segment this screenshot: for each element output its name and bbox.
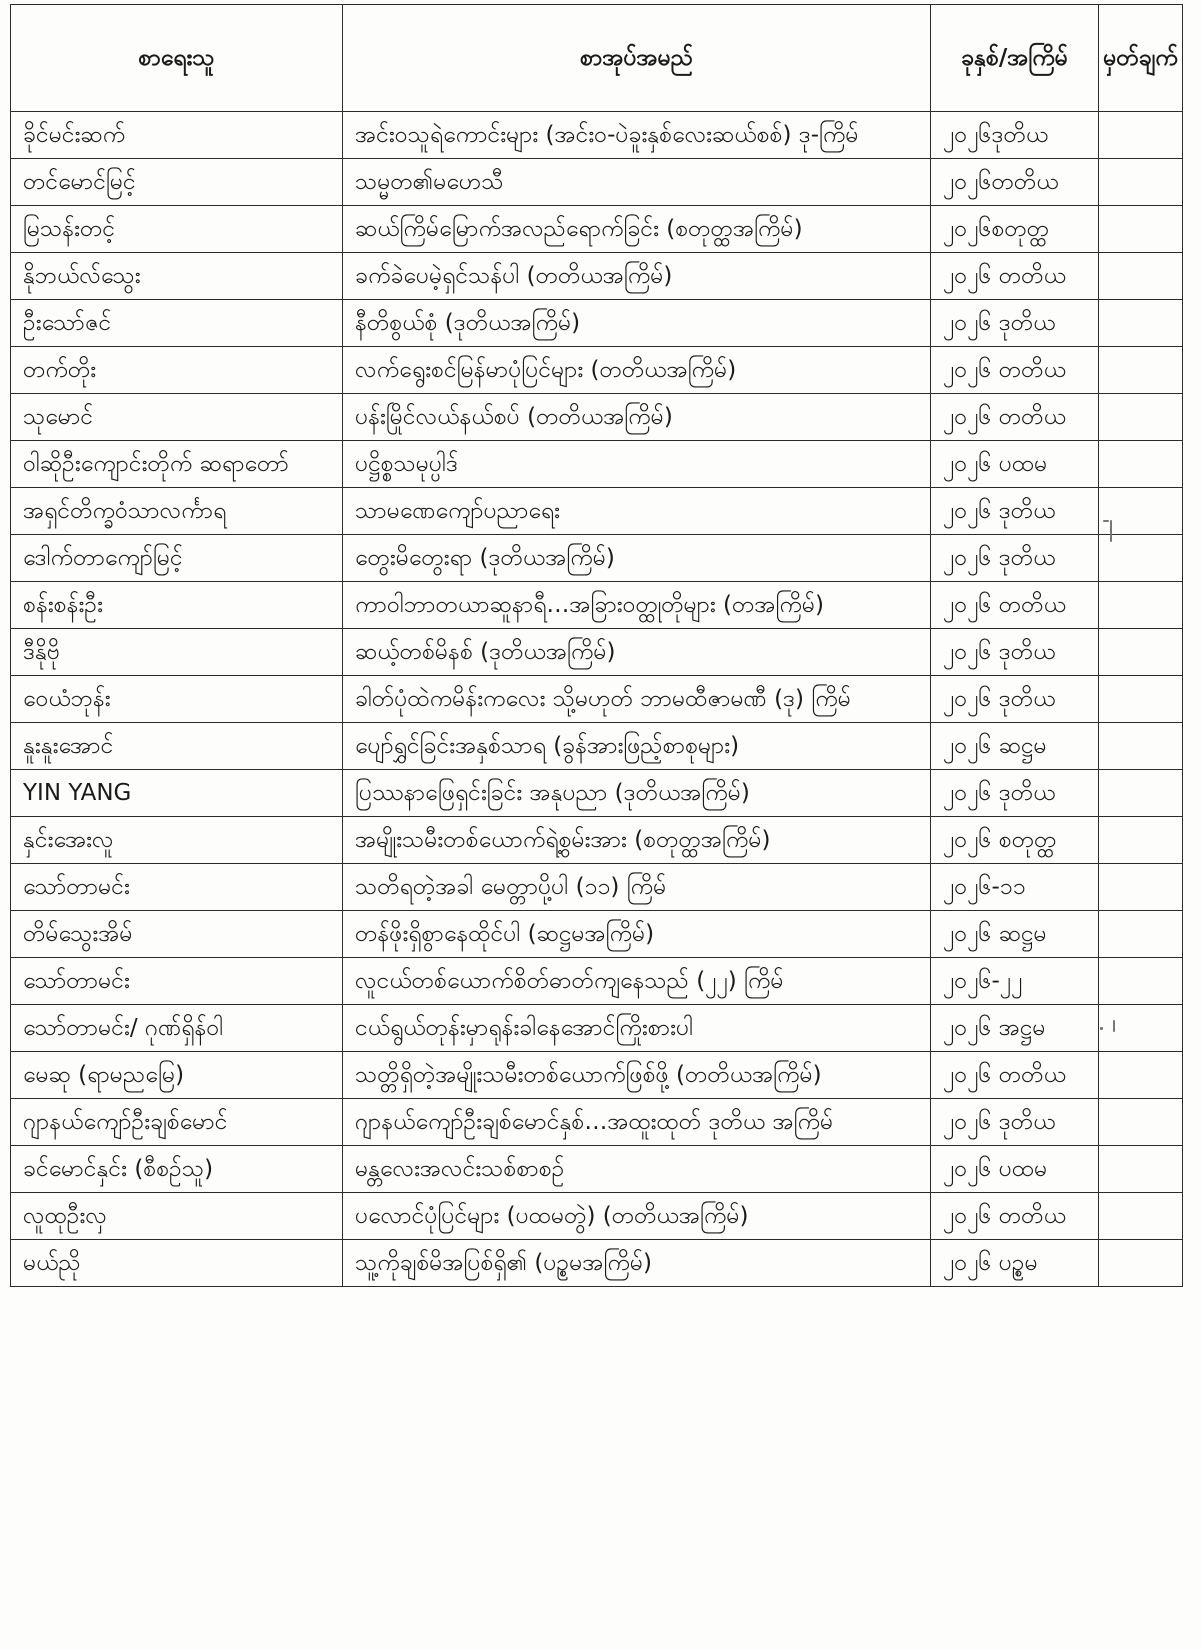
table-row xyxy=(11,629,1183,676)
table-row xyxy=(11,582,1183,629)
table-row xyxy=(11,911,1183,958)
table-row xyxy=(11,206,1183,253)
author-cell: နူးနူးအောင် xyxy=(11,723,343,770)
year-edition-cell: ၂၀၂၆ ဒုတိယ xyxy=(931,535,1099,582)
author-cell: သော်တာမင်း/ ဂုဏ်ရှိန်ဝါ xyxy=(11,1005,343,1052)
author-cell: နှင်းအေးလူ xyxy=(11,817,343,864)
remark-cell xyxy=(1099,770,1183,817)
title-cell: လူငယ်တစ်ယောက်စိတ်ဓာတ်ကျနေသည် (၂၂) ကြိမ် xyxy=(343,958,931,1005)
remark-cell xyxy=(1099,441,1183,488)
author-cell: နိုဘယ်လ်သွေး xyxy=(11,253,343,300)
year-edition-cell: ၂၀၂၆ ဒုတိယ xyxy=(931,629,1099,676)
remark-cell xyxy=(1099,723,1183,770)
table-row xyxy=(11,1052,1183,1099)
table-row xyxy=(11,535,1183,582)
year-edition-cell: ၂၀၂၆ ပထမ xyxy=(931,441,1099,488)
table-row xyxy=(11,347,1183,394)
remark-cell xyxy=(1099,864,1183,911)
remark-cell xyxy=(1099,159,1183,206)
author-cell: စန်းစန်းဦး xyxy=(11,582,343,629)
title-cell: တွေးမိတွေးရာ (ဒုတိယအကြိမ်) xyxy=(343,535,931,582)
author-cell: သော်တာမင်း xyxy=(11,958,343,1005)
title-cell: ပြဿနာဖြေရှင်းခြင်း အနုပညာ (ဒုတိယအကြိမ်) xyxy=(343,770,931,817)
author-cell: မယ်ညို xyxy=(11,1240,343,1287)
title-cell: ငယ်ရွယ်တုန်းမှာရုန်းခါနေအောင်ကြိုးစားပါ xyxy=(343,1005,931,1052)
scan-mark xyxy=(1110,520,1112,542)
header-title: စာအုပ်အမည် xyxy=(343,5,931,112)
table-row xyxy=(11,253,1183,300)
title-cell: မန္တလေးအလင်းသစ်စာစဉ် xyxy=(343,1146,931,1193)
table-row xyxy=(11,112,1183,159)
year-edition-cell: ၂၀၂၆ ဒုတိယ xyxy=(931,488,1099,535)
title-cell: အမျိုးသမီးတစ်ယောက်ရဲ့စွမ်းအား (စတုတ္ထအကြိမ်) xyxy=(343,817,931,864)
table-row xyxy=(11,817,1183,864)
title-cell: ဆယ့်တစ်မိနစ် (ဒုတိယအကြိမ်) xyxy=(343,629,931,676)
title-cell: ပန်းမြိုင်လယ်နယ်စပ် (တတိယအကြိမ်) xyxy=(343,394,931,441)
year-edition-cell: ၂၀၂၆ ဒုတိယ xyxy=(931,770,1099,817)
title-cell: တန်ဖိုးရှိစွာနေထိုင်ပါ (ဆဋ္ဌမအကြိမ်) xyxy=(343,911,931,958)
remark-cell xyxy=(1099,582,1183,629)
title-cell: ဂျာနယ်ကျော်ဦးချစ်မောင်နှစ်…အထူးထုတ် ဒုတိယ အကြိမ် xyxy=(343,1099,931,1146)
scan-mark xyxy=(1113,1020,1115,1032)
table-row xyxy=(11,300,1183,347)
title-cell: လက်ရွေးစင်မြန်မာပုံပြင်များ (တတိယအကြိမ်) xyxy=(343,347,931,394)
year-edition-cell: ၂၀၂၆ တတိယ xyxy=(931,1052,1099,1099)
author-cell: အရှင်တိက္ခဝံသာလင်္ကာရ xyxy=(11,488,343,535)
year-edition-cell: ၂၀၂၆စတုတ္ထ xyxy=(931,206,1099,253)
title-cell: နီတိစွယ်စုံ (ဒုတိယအကြိမ်) xyxy=(343,300,931,347)
year-edition-cell: ၂၀၂၆ ဒုတိယ xyxy=(931,300,1099,347)
author-cell: ဒီနိုဗို xyxy=(11,629,343,676)
author-cell: YIN YANG xyxy=(11,770,343,817)
title-cell: သာမဏေကျော်ပညာရေး xyxy=(343,488,931,535)
year-edition-cell: ၂၀၂၆ ဆဋ္ဌမ xyxy=(931,911,1099,958)
title-cell: သတိရတဲ့အခါ မေတ္တာပို့ပါ (၁၁) ကြိမ် xyxy=(343,864,931,911)
year-edition-cell: ၂၀၂၆ ဒုတိယ xyxy=(931,676,1099,723)
year-edition-cell: ၂၀၂၆ ပဥ္စမ xyxy=(931,1240,1099,1287)
title-cell: ခါတ်ပုံထဲကမိန်းကလေး သို့မဟုတ် ဘာမထီဇာမဏီ (ဒု) ကြိမ် xyxy=(343,676,931,723)
remark-cell xyxy=(1099,347,1183,394)
author-cell: တိမ်သွေးအိမ် xyxy=(11,911,343,958)
header-year-edition: ခုနှစ်/အကြိမ် xyxy=(931,5,1099,112)
table-row xyxy=(11,441,1183,488)
author-cell: ဦးသော်ဇင် xyxy=(11,300,343,347)
table-row xyxy=(11,958,1183,1005)
year-edition-cell: ၂၀၂၆ ဆဋ္ဌမ xyxy=(931,723,1099,770)
remark-cell xyxy=(1099,1240,1183,1287)
author-cell: သုမောင် xyxy=(11,394,343,441)
remark-cell xyxy=(1099,253,1183,300)
year-edition-cell: ၂၀၂၆ ဒုတိယ xyxy=(931,1099,1099,1146)
table-row xyxy=(11,676,1183,723)
author-cell: မြသန်းတင့် xyxy=(11,206,343,253)
table-row xyxy=(11,1099,1183,1146)
remark-cell xyxy=(1099,958,1183,1005)
remark-cell xyxy=(1099,1146,1183,1193)
scan-mark xyxy=(1103,520,1109,522)
title-cell: ပလောင်ပုံပြင်များ (ပထမတွဲ) (တတိယအကြိမ်) xyxy=(343,1193,931,1240)
title-cell: ကာဝါဘာတယာဆူနာရီ…အခြားဝတ္ထုတိုများ (တအကြိမ်) xyxy=(343,582,931,629)
author-cell: ခင်မောင်နှင်း (စီစဉ်သူ) xyxy=(11,1146,343,1193)
table-row xyxy=(11,394,1183,441)
title-cell: ပဋ္ဌိစ္စသမုပ္ပါဒ် xyxy=(343,441,931,488)
remark-cell xyxy=(1099,817,1183,864)
scan-mark xyxy=(1100,1027,1103,1030)
title-cell: ဆယ်ကြိမ်မြောက်အလည်ရောက်ခြင်း (စတုတ္ထအကြိမ်) xyxy=(343,206,931,253)
table-row xyxy=(11,723,1183,770)
remark-cell xyxy=(1099,629,1183,676)
table-row xyxy=(11,488,1183,535)
table-row xyxy=(11,1193,1183,1240)
author-cell: ဝါဆိုဦးကျောင်းတိုက် ဆရာတော် xyxy=(11,441,343,488)
year-edition-cell: ၂၀၂၆ စတုတ္ထ xyxy=(931,817,1099,864)
author-cell: ဒေါက်တာကျော်မြင့် xyxy=(11,535,343,582)
table-row xyxy=(11,1005,1183,1052)
year-edition-cell: ၂၀၂၆ တတိယ xyxy=(931,582,1099,629)
remark-cell xyxy=(1099,1099,1183,1146)
remark-cell xyxy=(1099,1005,1183,1052)
table-body xyxy=(11,112,1183,1287)
author-cell: တင်မောင်မြင့် xyxy=(11,159,343,206)
year-edition-cell: ၂၀၂၆-၁၁ xyxy=(931,864,1099,911)
header-remark: မှတ်ချက် xyxy=(1099,5,1183,112)
year-edition-cell: ၂၀၂၆ဒုတိယ xyxy=(931,112,1099,159)
author-cell: ဂျာနယ်ကျော်ဦးချစ်မောင် xyxy=(11,1099,343,1146)
remark-cell xyxy=(1099,394,1183,441)
remark-cell xyxy=(1099,206,1183,253)
author-cell: သော်တာမင်း xyxy=(11,864,343,911)
year-edition-cell: ၂၀၂၆ တတိယ xyxy=(931,394,1099,441)
title-cell: ပျော်ရွှင်ခြင်းအနှစ်သာရ (ခွန်အားဖြည့်စာစုများ) xyxy=(343,723,931,770)
remark-cell xyxy=(1099,300,1183,347)
year-edition-cell: ၂၀၂၆တတိယ xyxy=(931,159,1099,206)
remark-cell xyxy=(1099,911,1183,958)
year-edition-cell: ၂၀၂၆ ပထမ xyxy=(931,1146,1099,1193)
title-cell: ခက်ခဲပေမဲ့ရှင်သန်ပါ (တတိယအကြိမ်) xyxy=(343,253,931,300)
header-author: စာရေးသူ xyxy=(11,5,343,112)
table-row xyxy=(11,159,1183,206)
remark-cell xyxy=(1099,1193,1183,1240)
table-header-row xyxy=(11,5,1183,112)
title-cell: သတ္တိရှိတဲ့အမျိုးသမီးတစ်ယောက်ဖြစ်ဖို့ (တတိယအကြိမ်) xyxy=(343,1052,931,1099)
author-cell: ဝေယံဘုန်း xyxy=(11,676,343,723)
year-edition-cell: ၂၀၂၆ တတိယ xyxy=(931,1193,1099,1240)
author-cell: ခိုင်မင်းဆက် xyxy=(11,112,343,159)
table-row xyxy=(11,1240,1183,1287)
table-row xyxy=(11,864,1183,911)
year-edition-cell: ၂၀၂၆ အဋ္ဌမ xyxy=(931,1005,1099,1052)
remark-cell xyxy=(1099,676,1183,723)
title-cell: သူ့ကိုချစ်မိအပြစ်ရှိ၏ (ပဥ္စမအကြိမ်) xyxy=(343,1240,931,1287)
table-row xyxy=(11,1146,1183,1193)
author-cell: မေဆု (ရာမညမြေ) xyxy=(11,1052,343,1099)
author-cell: တက်တိုး xyxy=(11,347,343,394)
author-cell: လူထုဦးလှ xyxy=(11,1193,343,1240)
year-edition-cell: ၂၀၂၆ တတိယ xyxy=(931,347,1099,394)
year-edition-cell: ၂၀၂၆ တတိယ xyxy=(931,253,1099,300)
remark-cell xyxy=(1099,112,1183,159)
title-cell: အင်းဝသူရဲကောင်းများ (အင်းဝ-ပဲခူးနှစ်လေးဆယ်စစ်) ဒု-ကြိမ် xyxy=(343,112,931,159)
book-list-table xyxy=(10,4,1183,1287)
remark-cell xyxy=(1099,1052,1183,1099)
table-row xyxy=(11,770,1183,817)
year-edition-cell: ၂၀၂၆-၂၂ xyxy=(931,958,1099,1005)
title-cell: သမ္မတ၏မဟေသီ xyxy=(343,159,931,206)
